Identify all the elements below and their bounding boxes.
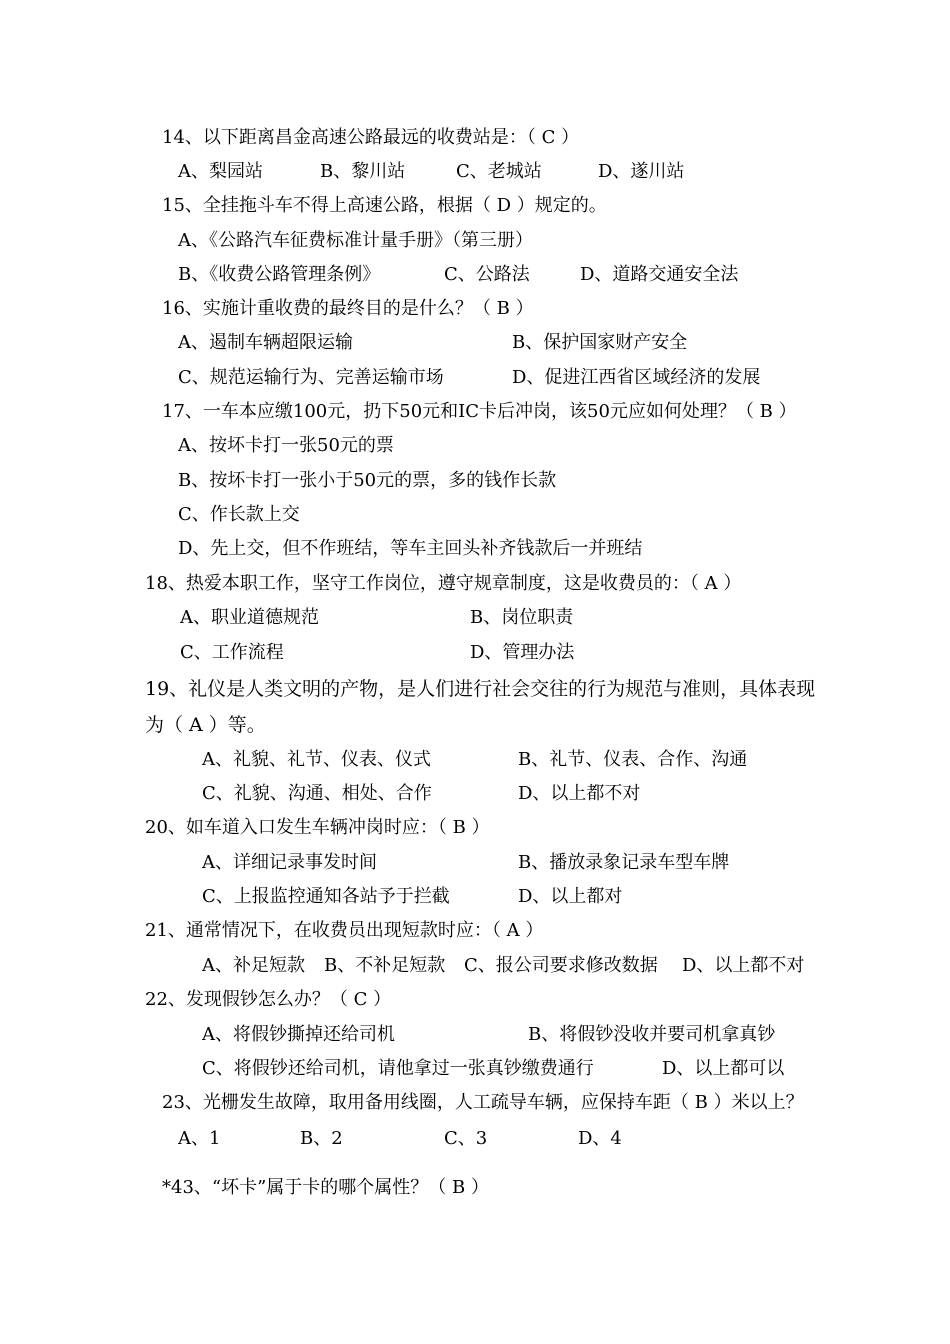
question-18-option-a: A、职业道德规范 [180,607,319,628]
question-23-option-c: C、3 [444,1128,488,1149]
question-20-option-b: B、播放录象记录车型车牌 [518,852,730,873]
question-16-option-b: B、保护国家财产安全 [512,332,688,353]
question-15-option-c: C、公路法 [444,264,530,285]
question-14-option-c: C、老城站 [456,161,542,182]
question-17-option-c: C、作长款上交 [178,504,300,525]
question-18-stem: 18、热爱本职工作，坚守工作岗位，遵守规章制度，这是收费员的：（ A ） [145,573,742,594]
question-14-stem: 14、以下距离昌金高速公路最远的收费站是：（ C ） [162,127,580,148]
question-16-option-c: C、规范运输行为、完善运输市场 [178,367,444,388]
question-20-option-c: C、上报监控通知各站予于拦截 [202,886,450,907]
question-17-option-b: B、按坏卡打一张小于50元的票，多的钱作长款 [178,470,557,491]
question-22-stem: 22、发现假钞怎么办？（ C ） [145,989,392,1010]
question-21-option-b: B、不补足短款 [324,955,446,976]
question-23-option-a: A、1 [178,1128,221,1149]
question-19-option-b: B、礼节、仪表、合作、沟通 [518,749,748,770]
question-19-option-d: D、以上都不对 [518,783,641,804]
question-21-option-a: A、补足短款 [202,955,305,976]
question-18-option-c: C、工作流程 [180,642,284,663]
question-21-option-c: C、报公司要求修改数据 [464,955,658,976]
question-19-option-a: A、礼貌、礼节、仪表、仪式 [202,749,431,770]
question-19-stem: 19、礼仪是人类文明的产物，是人们进行社会交往的行为规范与准则，具体表现 [145,678,816,700]
question-22-option-a: A、将假钞撕掉还给司机 [202,1024,395,1045]
question-20-stem: 20、如车道入口发生车辆冲岗时应：（ B ） [145,817,490,838]
question-20-option-a: A、详细记录事发时间 [202,852,377,873]
question-17-option-a: A、按坏卡打一张50元的票 [178,435,394,456]
question-14-option-d: D、遂川站 [598,161,685,182]
question-21-option-d: D、以上都不对 [682,955,805,976]
question-15-stem: 15、全挂拖斗车不得上高速公路，根据（ D ）规定的。 [162,195,607,216]
question-22-option-d: D、以上都可以 [662,1058,785,1079]
question-23-option-b: B、2 [300,1128,343,1149]
question-16-option-a: A、遏制车辆超限运输 [178,332,353,353]
question-20-option-d: D、以上都对 [518,886,623,907]
question-17-stem: 17、一车本应缴100元，扔下50元和IC卡后冲岗，该50元应如何处理？（ B ） [162,401,797,422]
question-43-stem: *43、“坏卡”属于卡的哪个属性？（ B ） [162,1177,489,1198]
question-18-option-d: D、管理办法 [470,642,575,663]
question-15-option-b: B、《收费公路管理条例》 [178,264,381,285]
question-15-option-d: D、道路交通安全法 [580,264,739,285]
question-17-option-d: D、先上交，但不作班结，等车主回头补齐钱款后一并班结 [178,538,643,559]
question-14-option-b: B、黎川站 [320,161,406,182]
question-22-option-b: B、将假钞没收并要司机拿真钞 [528,1024,776,1045]
question-19-stem-continued: 为（ A ）等。 [145,714,266,736]
question-15-option-a: A、《公路汽车征费标准计量手册》（第三册） [178,230,533,251]
question-21-stem: 21、通常情况下，在收费员出现短款时应：（ A ） [145,920,544,941]
question-23-option-d: D、4 [578,1128,622,1149]
question-14-option-a: A、梨园站 [178,161,263,182]
question-23-stem: 23、光栅发生故障，取用备用线圈，人工疏导车辆，应保持车距（ B ）米以上？ [162,1092,804,1113]
question-16-option-d: D、促进江西省区域经济的发展 [512,367,761,388]
question-18-option-b: B、岗位职责 [470,607,574,628]
question-22-option-c: C、将假钞还给司机，请他拿过一张真钞缴费通行 [202,1058,594,1079]
question-16-stem: 16、实施计重收费的最终目的是什么？（ B ） [162,298,534,319]
question-19-option-c: C、礼貌、沟通、相处、合作 [202,783,432,804]
